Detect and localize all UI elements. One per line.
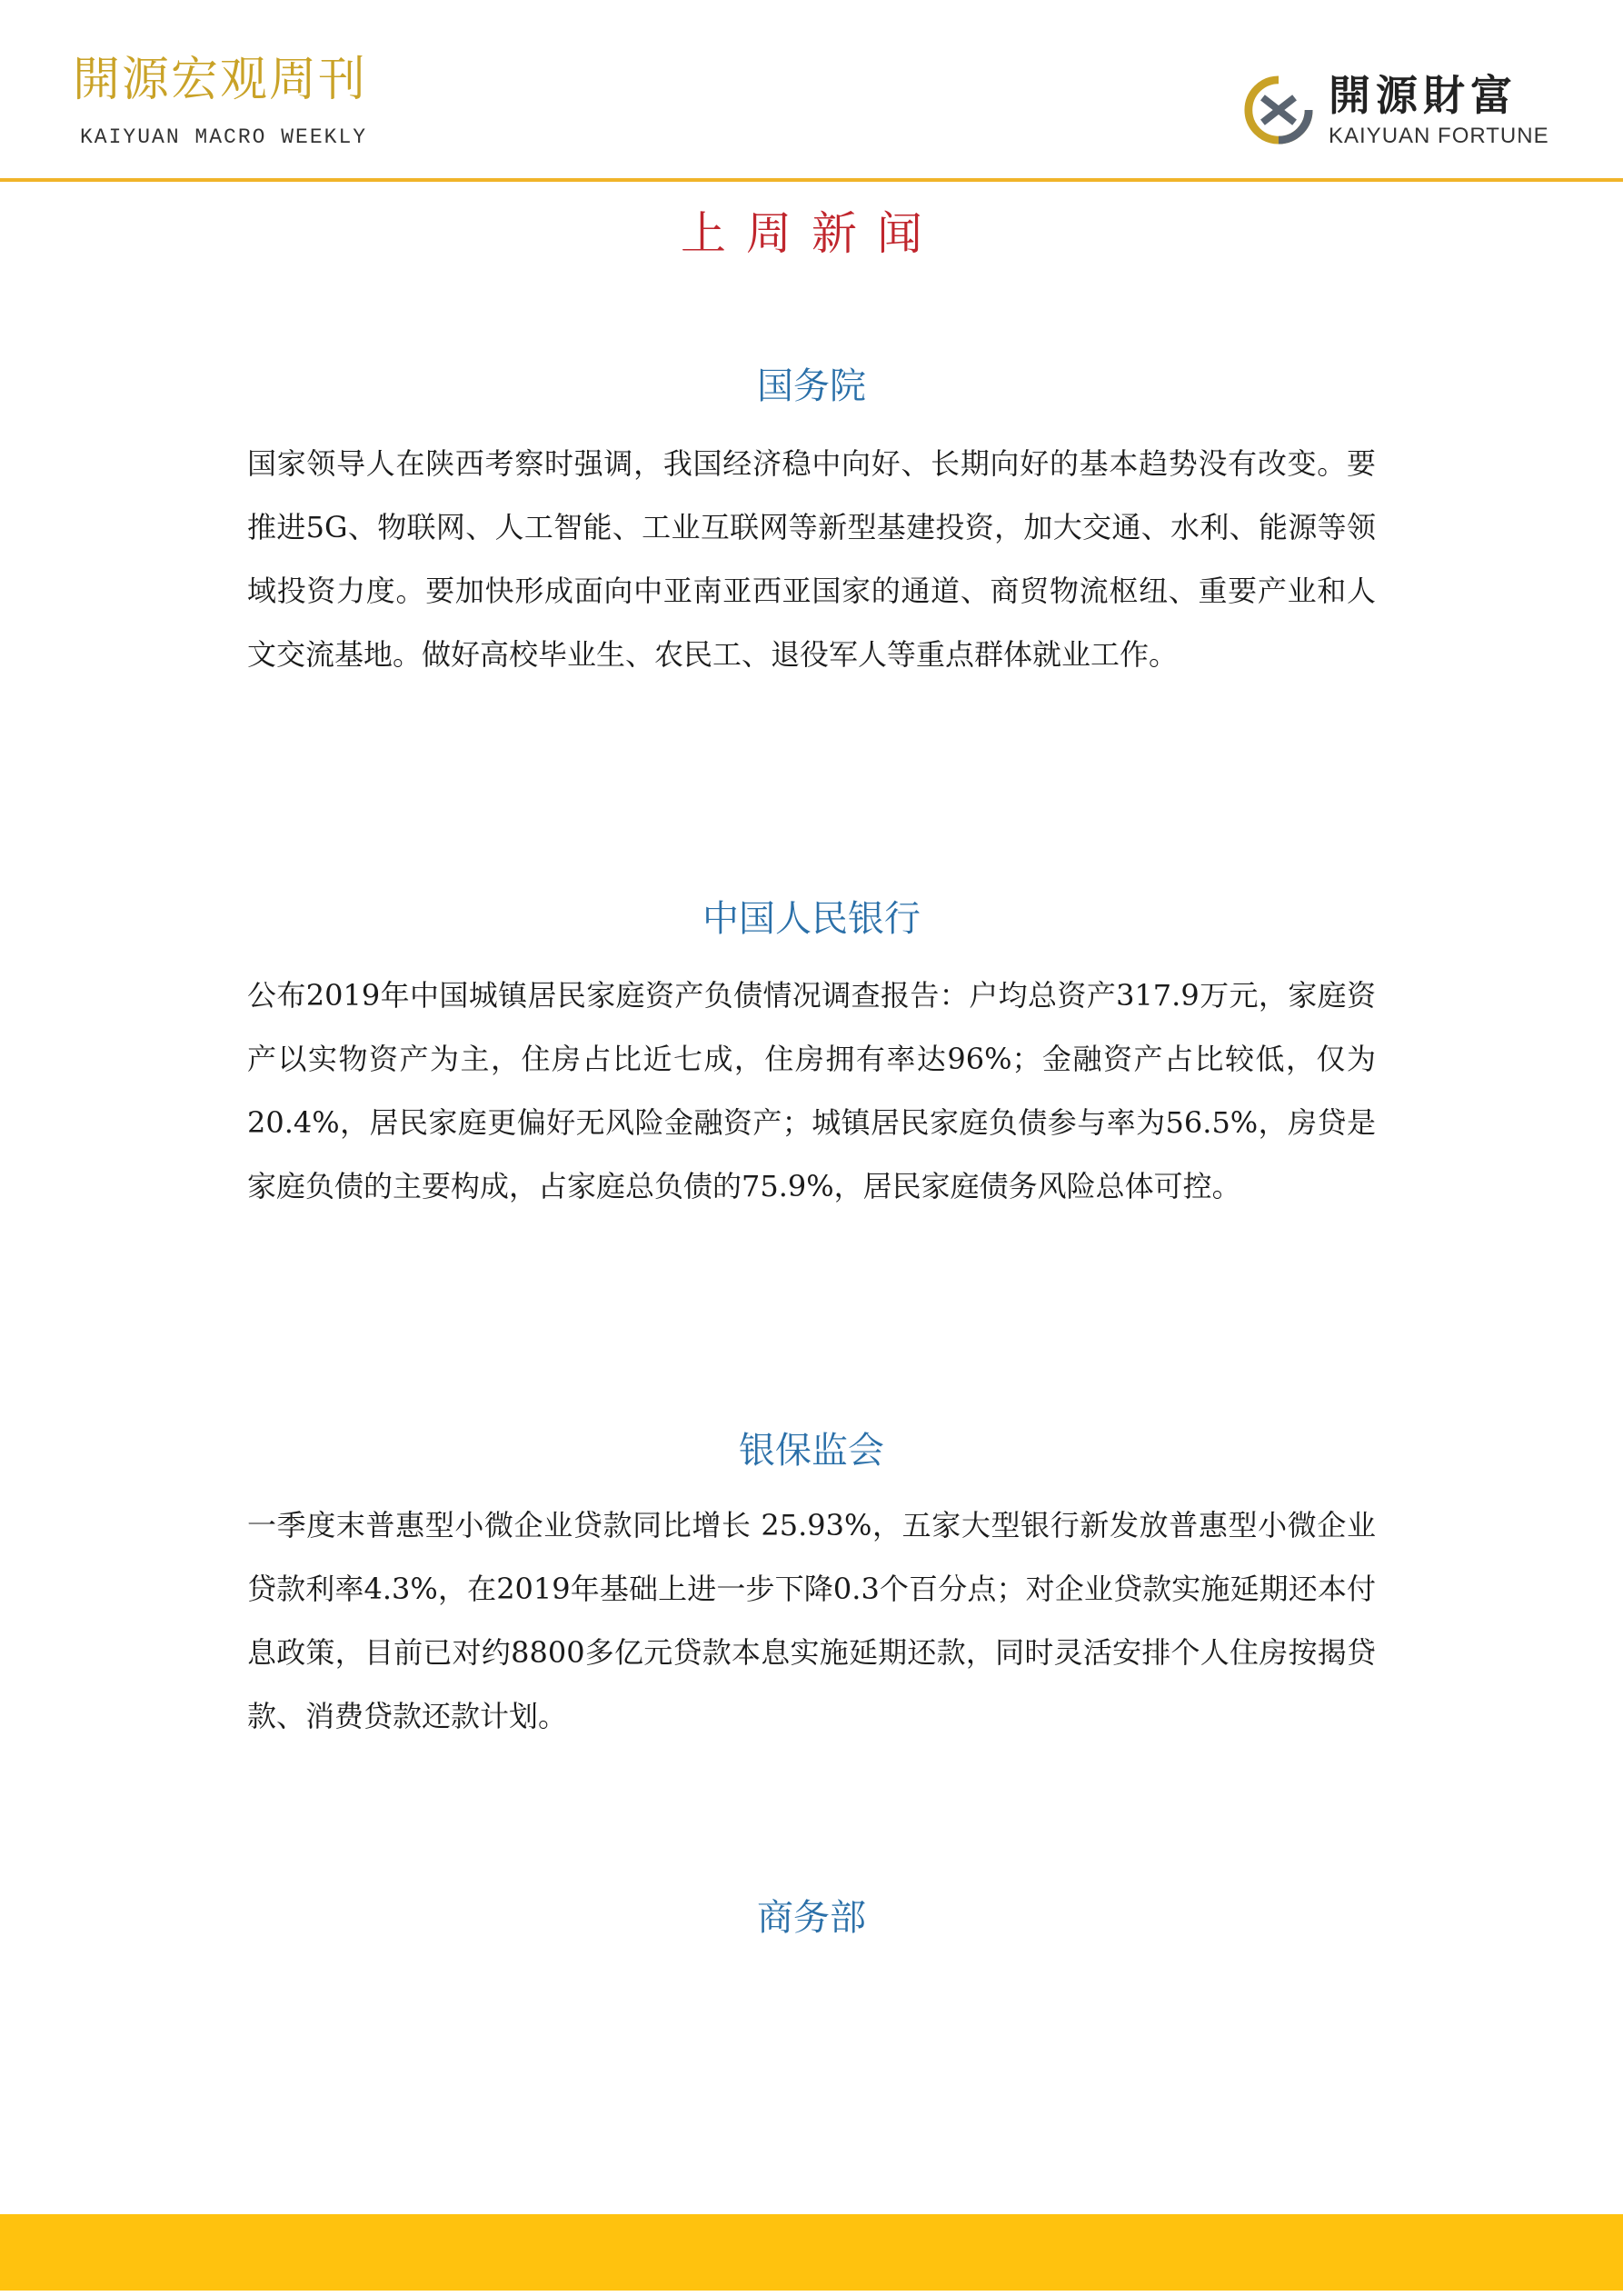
- logo-chinese-name: 開源財富: [1329, 71, 1518, 120]
- header-divider: [0, 178, 1623, 182]
- section-title-cbirc: 银保监会: [739, 1430, 884, 1472]
- page-title: 上周新闻: [681, 207, 942, 260]
- report-series-subtitle: KAIYUAN MACRO WEEKLY: [80, 125, 368, 149]
- section-title-state-council: 国务院: [757, 365, 866, 407]
- logo-english-name: KAIYUAN FORTUNE: [1329, 124, 1549, 148]
- report-series-title: 開源宏观周刊: [73, 53, 368, 107]
- section-body-state-council: 国家领导人在陕西考察时强调，我国经济稳中向好、长期向好的基本趋势没有改变。要推进5G、物联网、人工智能、工业互联网等新型基建投资，加大交通、水利、能源等领域投资力度。要加快形成面向中亚南亚西亚国家的通道、商贸物流枢纽、重要产业和人文交流基地。做好高校毕业生、农民工、退役军人等重点群体就业工作。: [247, 446, 1376, 672]
- section-title-mofcom: 商务部: [757, 1897, 866, 1939]
- company-logo: [1243, 73, 1561, 150]
- section-body-cbirc: 一季度末普惠型小微企业贷款同比增长 25.93%，五家大型银行新发放普惠型小微企业贷款利率4.3%，在2019年基础上进一步下降0.3个百分点；对企业贷款实施延期还本付息政策，目前已对约8800多亿元贷款本息实施延期还款，同时灵活安排个人住房按揭贷款、消费贷款还款计划。: [247, 1508, 1376, 1733]
- footer-bar: [0, 2214, 1623, 2291]
- section-title-pboc: 中国人民银行: [702, 898, 921, 940]
- kaiyuan-logo-icon: [1243, 75, 1314, 145]
- section-body-pboc: 公布2019年中国城镇居民家庭资产负债情况调查报告：户均总资产317.9万元，家庭资产以实物资产为主，住房占比近七成，住房拥有率达96%；金融资产占比较低，仅为20.4%，居民家庭更偏好无风险金融资产；城镇居民家庭负债参与率为56.5%，房贷是家庭负债的主要构成，占家庭总负债的75.9%，居民家庭债务风险总体可控。: [247, 978, 1376, 1203]
